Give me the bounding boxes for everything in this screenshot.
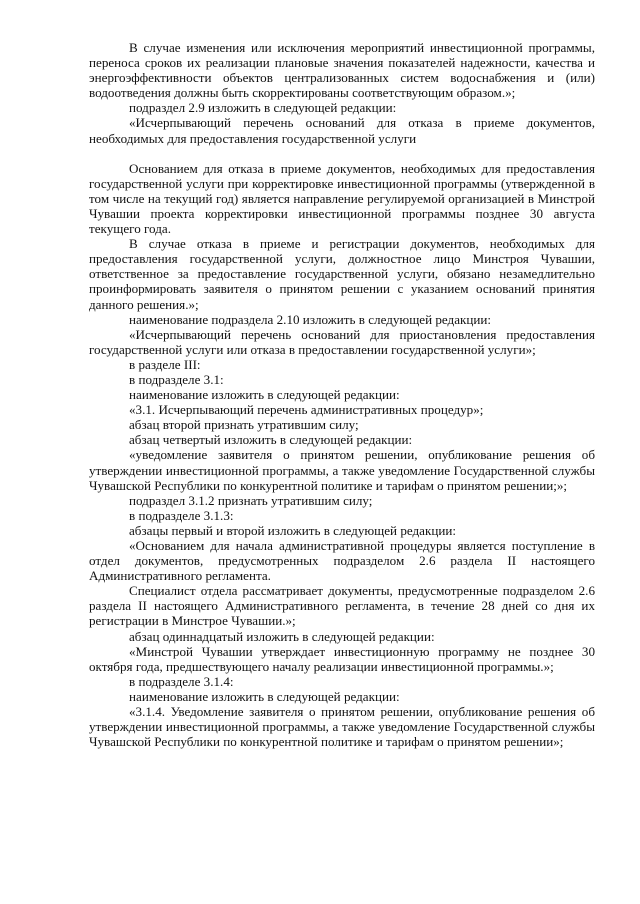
paragraph-refusal-notification: В случае отказа в приеме и регистрации документов, необходимых для предоставления государственной услуги, должностное лицо Минстроя Чувашии, ответственное за предоставление государственной услуги, обязано незамедлительно проинформировать заявителя о принятом решении с указанием оснований принятия данного решения.»; <box>89 236 595 312</box>
paragraph-name-edit-2: наименование изложить в следующей редакции: <box>129 688 400 704</box>
paragraph-second-abzac-void: абзац второй признать утратившим силу; <box>129 417 359 433</box>
paragraph-specialist-review: Специалист отдела рассматривает документы, предусмотренные подразделом 2.6 раздела II настоящего Административного регламента, в течение 28 дней со дня их регистрации в Минстрое Чувашии.»; <box>89 583 595 629</box>
paragraph-subsection-3-1-2-void: подраздел 3.1.2 признать утратившим силу; <box>129 492 373 508</box>
paragraph-applicant-notification: «уведомление заявителя о принятом решении, опубликование решения об утверждении инвестиционной программы, а также уведомление Государственной службы Чувашской Республики по конкурентной политике и тарифам о принятом решении;»; <box>89 447 595 493</box>
paragraph-subsection-2-9: подраздел 2.9 изложить в следующей редакции: <box>129 100 397 116</box>
paragraph-section-iii: в разделе III: <box>129 356 201 372</box>
paragraph-subsection-3-1-3: в подразделе 3.1.3: <box>129 507 234 523</box>
paragraph-suspension-heading: «Исчерпывающий перечень оснований для приостановления предоставления государственной услуги или отказа в предоставлении государственной услуги»; <box>89 326 595 357</box>
paragraph-subsection-3-1: в подразделе 3.1: <box>129 371 224 387</box>
paragraph-procedures-list: «3.1. Исчерпывающий перечень административных процедур»; <box>129 402 484 418</box>
paragraph-subsection-3-1-4: в подразделе 3.1.4: <box>129 673 234 689</box>
paragraph-refusal-grounds: Основанием для отказа в приеме документов, необходимых для предоставления государственной услуги при корректировке инвестиционной программы (утвержденной в том числе на текущий год) является направление регулируемой организацией в Минстрой Чувашии проекта корректировки инвестиционной программы позднее 30 августа текущего года. <box>89 160 595 237</box>
paragraph-3-1-4-heading: «3.1.4. Уведомление заявителя о принятом решении, опубликование решения об утверждении инвестиционной программы, а также уведомление Государственной службы Чувашской Республики по конкурентной политике и тарифам о принятом решении»; <box>89 704 595 750</box>
paragraph-change-investment-program: В случае изменения или исключения мероприятий инвестиционной программы, переноса сроков их реализации плановые значения показателей надежности, качества и энергоэффективности объектов централизованных систем водоснабжения и (или) водоотведения должны быть скорректированы соответствующим образом.»; <box>89 40 595 101</box>
paragraph-fourth-abzac-edit: абзац четвертый изложить в следующей редакции: <box>129 432 413 448</box>
paragraph-refusal-heading: «Исчерпывающий перечень оснований для отказа в приеме документов, необходимых для предоставления государственной услуги <box>89 115 595 146</box>
paragraph-procedure-start: «Основанием для начала административной процедуры является поступление в отдел документов, предусмотренных подразделом 2.6 раздела II настоящего Административного регламента. <box>89 538 595 584</box>
paragraph-first-second-abzac-edit: абзацы первый и второй изложить в следующей редакции: <box>129 522 457 538</box>
paragraph-name-edit: наименование изложить в следующей редакции: <box>129 387 400 403</box>
document-page <box>89 40 595 749</box>
blank-line <box>89 146 595 161</box>
paragraph-subsection-2-10-name: наименование подраздела 2.10 изложить в следующей редакции: <box>129 311 492 327</box>
paragraph-approval-deadline: «Минстрой Чувашии утверждает инвестиционную программу не позднее 30 октября года, предшествующего началу реализации инвестиционной программы.»; <box>89 643 595 674</box>
paragraph-eleventh-abzac-edit: абзац одиннадцатый изложить в следующей редакции: <box>129 628 435 644</box>
